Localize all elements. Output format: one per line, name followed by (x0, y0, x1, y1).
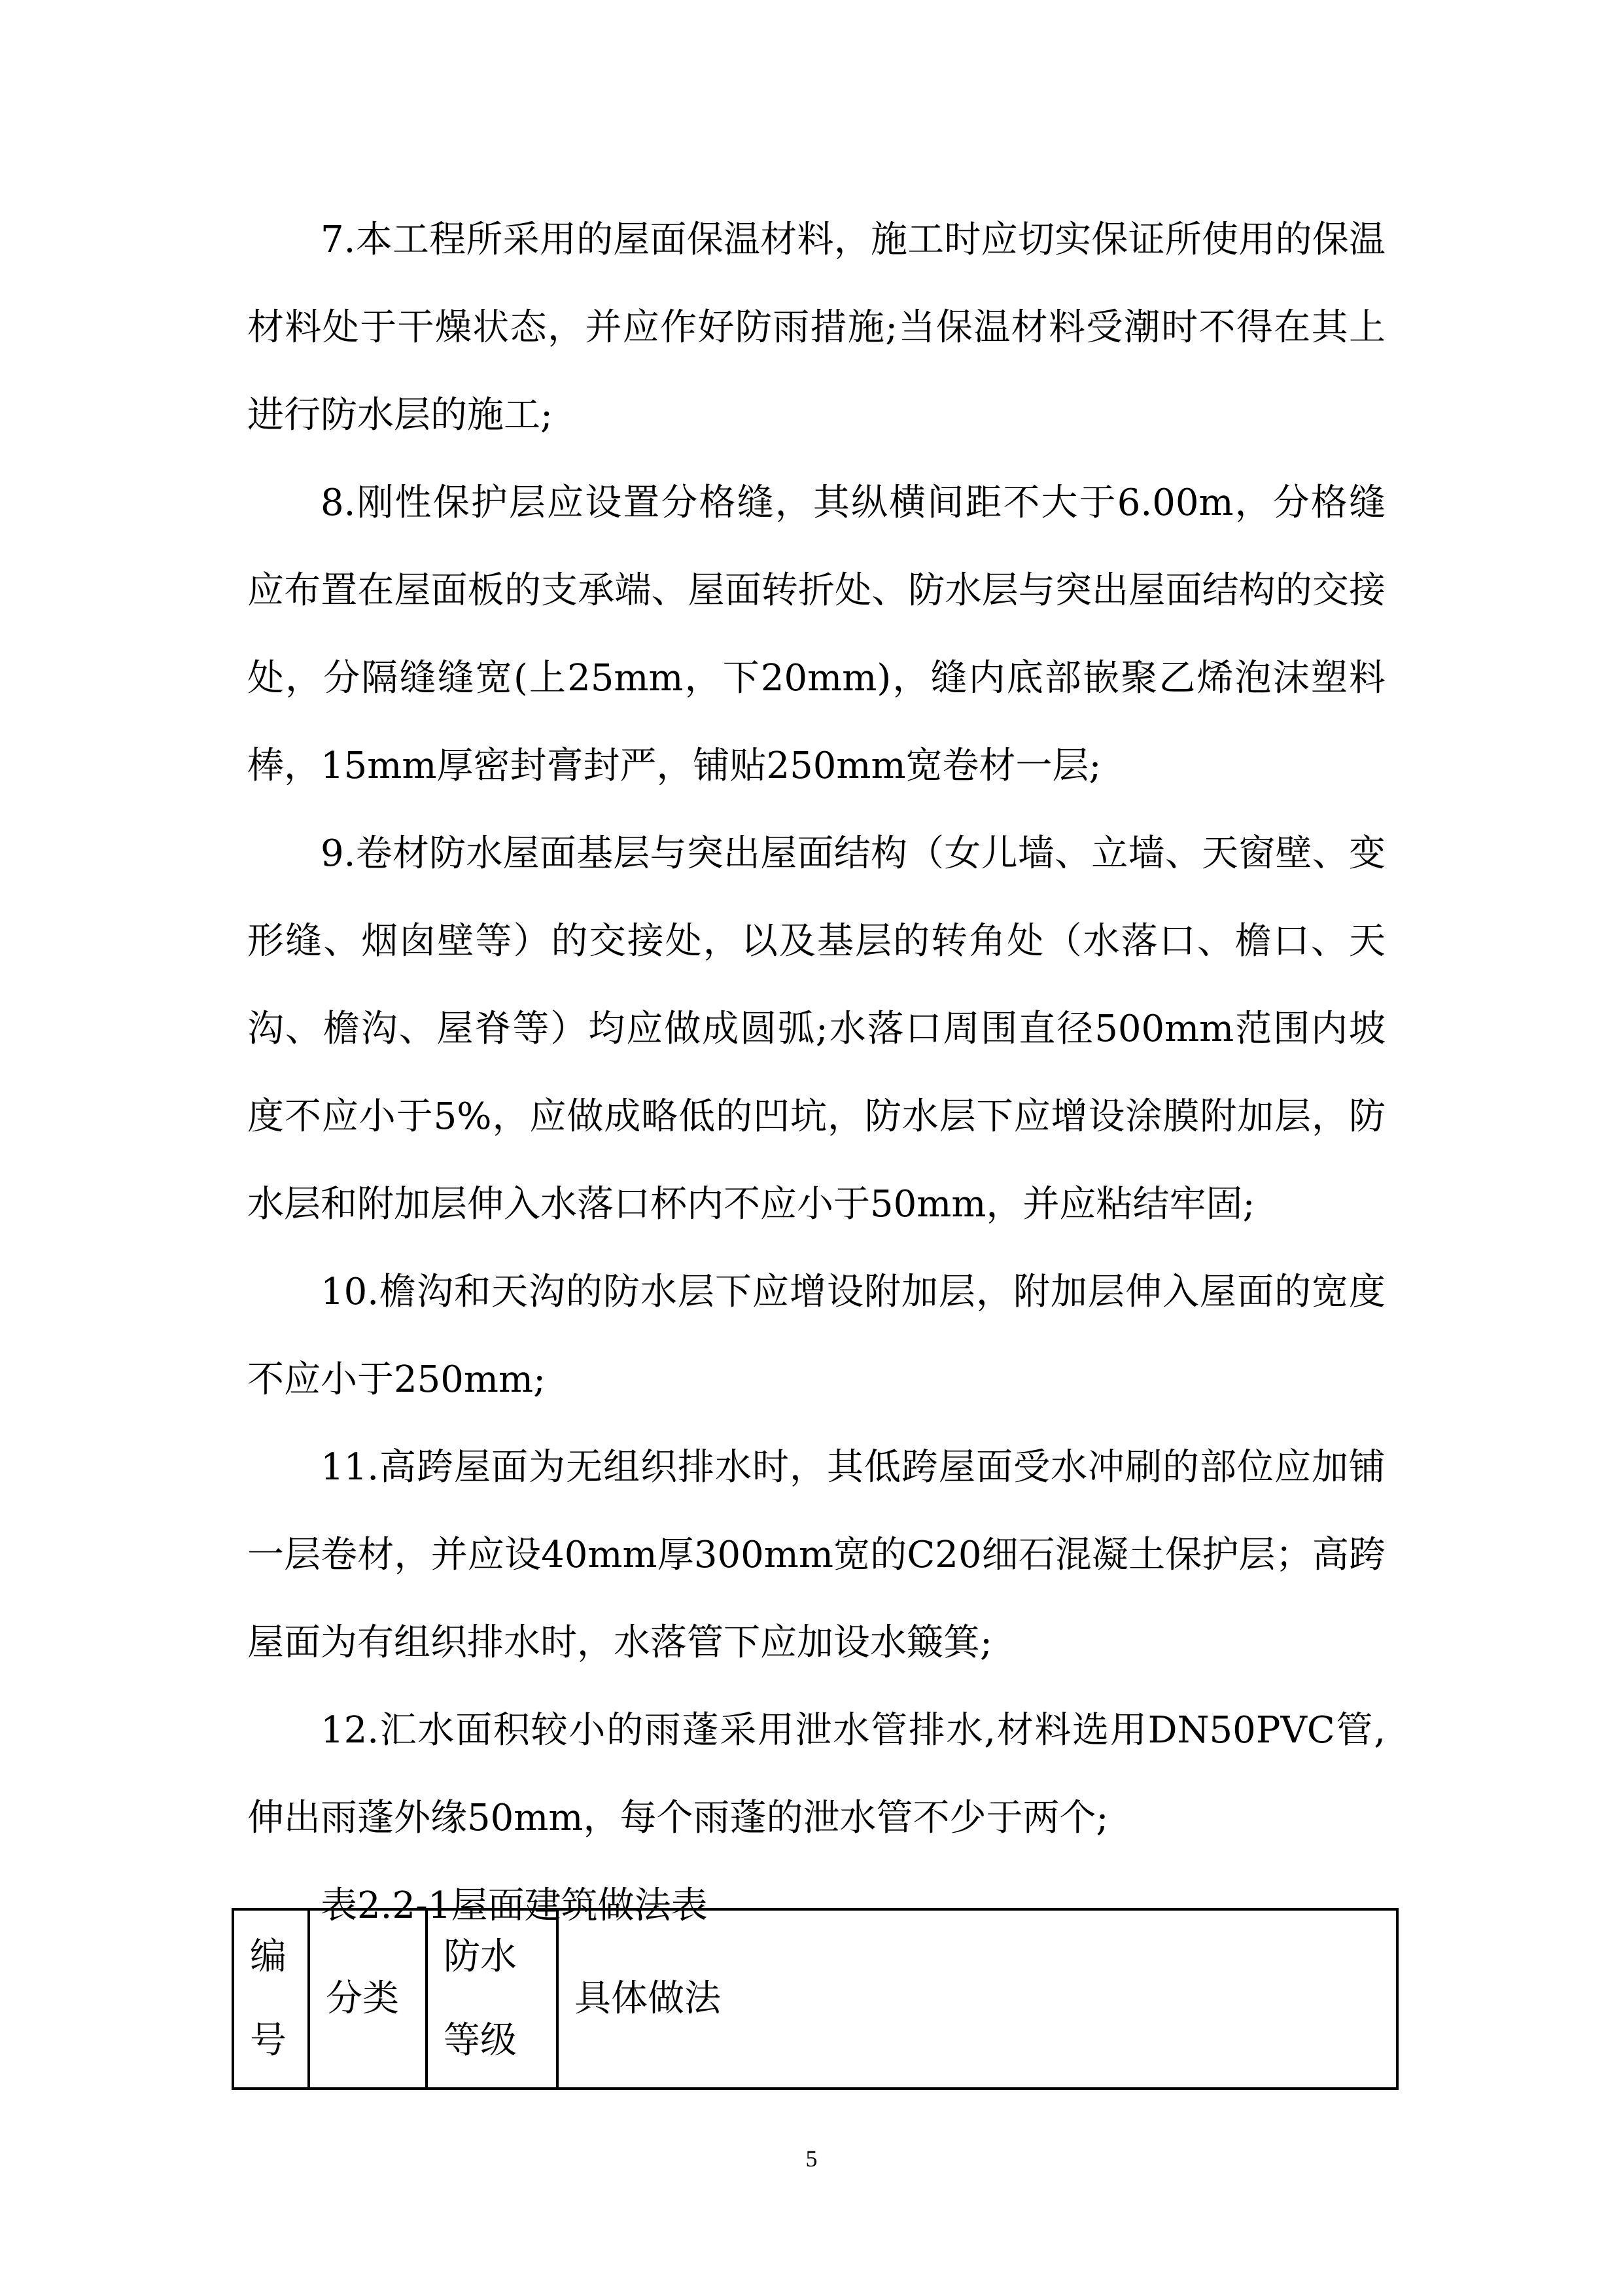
paragraph-10: 10.檐沟和天沟的防水层下应增设附加层，附加层伸入屋面的宽度不应小于250mm; (247, 1271, 1386, 1401)
paragraph-8: 8.刚性保护层应设置分格缝，其纵横间距不大于6.00m，分格缝应布置在屋面板的支承端、屋面转折处、防水层与突出屋面结构的交接处，分隔缝缝宽(上25mm，下20mm)，缝内底部嵌聚乙烯泡沫塑料棒，15mm厚密封膏封严，铺贴250mm宽卷材一层; (247, 482, 1386, 787)
paragraph-11: 11.高跨屋面为无组织排水时，其低跨屋面受水冲刷的部位应加铺一层卷材，并应设40mm厚300mm宽的C20细石混凝土保护层；高跨屋面为有组织排水时，水落管下应加设水簸箕; (247, 1446, 1386, 1664)
header-category: 分类 (309, 1909, 427, 2089)
page-number: 5 (805, 2146, 818, 2172)
paragraph-7: 7.本工程所采用的屋面保温材料，施工时应切实保证所使用的保温材料处于干燥状态，并应作好防雨措施;当保温材料受潮时不得在其上进行防水层的施工; (247, 219, 1386, 436)
paragraph-12: 12.汇水面积较小的雨蓬采用泄水管排水,材料选用DN50PVC管,伸出雨蓬外缘50mm，每个雨蓬的泄水管不少于两个; (247, 1709, 1386, 1839)
document-body (247, 196, 1386, 1950)
table-caption: 表2.2-1屋面建筑做法表 (321, 1884, 708, 1927)
header-waterproof-level: 防水等级 (427, 1909, 557, 2089)
paragraph-9: 9.卷材防水屋面基层与突出屋面结构（女儿墙、立墙、天窗壁、变形缝、烟囱壁等）的交接处，以及基层的转角处（水落口、檐口、天沟、檐沟、屋脊等）均应做成圆弧;水落口周围直径500mm范围内坡度不应小于5%，应做成略低的凹坑，防水层下应增设涂膜附加层，防水层和附加层伸入水落口杯内不应小于50mm，并应粘结牢固; (247, 832, 1386, 1226)
roof-method-table (232, 1908, 1399, 2090)
header-no: 编号 (233, 1909, 309, 2089)
header-method: 具体做法 (557, 1909, 1397, 2089)
table-header-row (233, 1909, 1397, 2089)
